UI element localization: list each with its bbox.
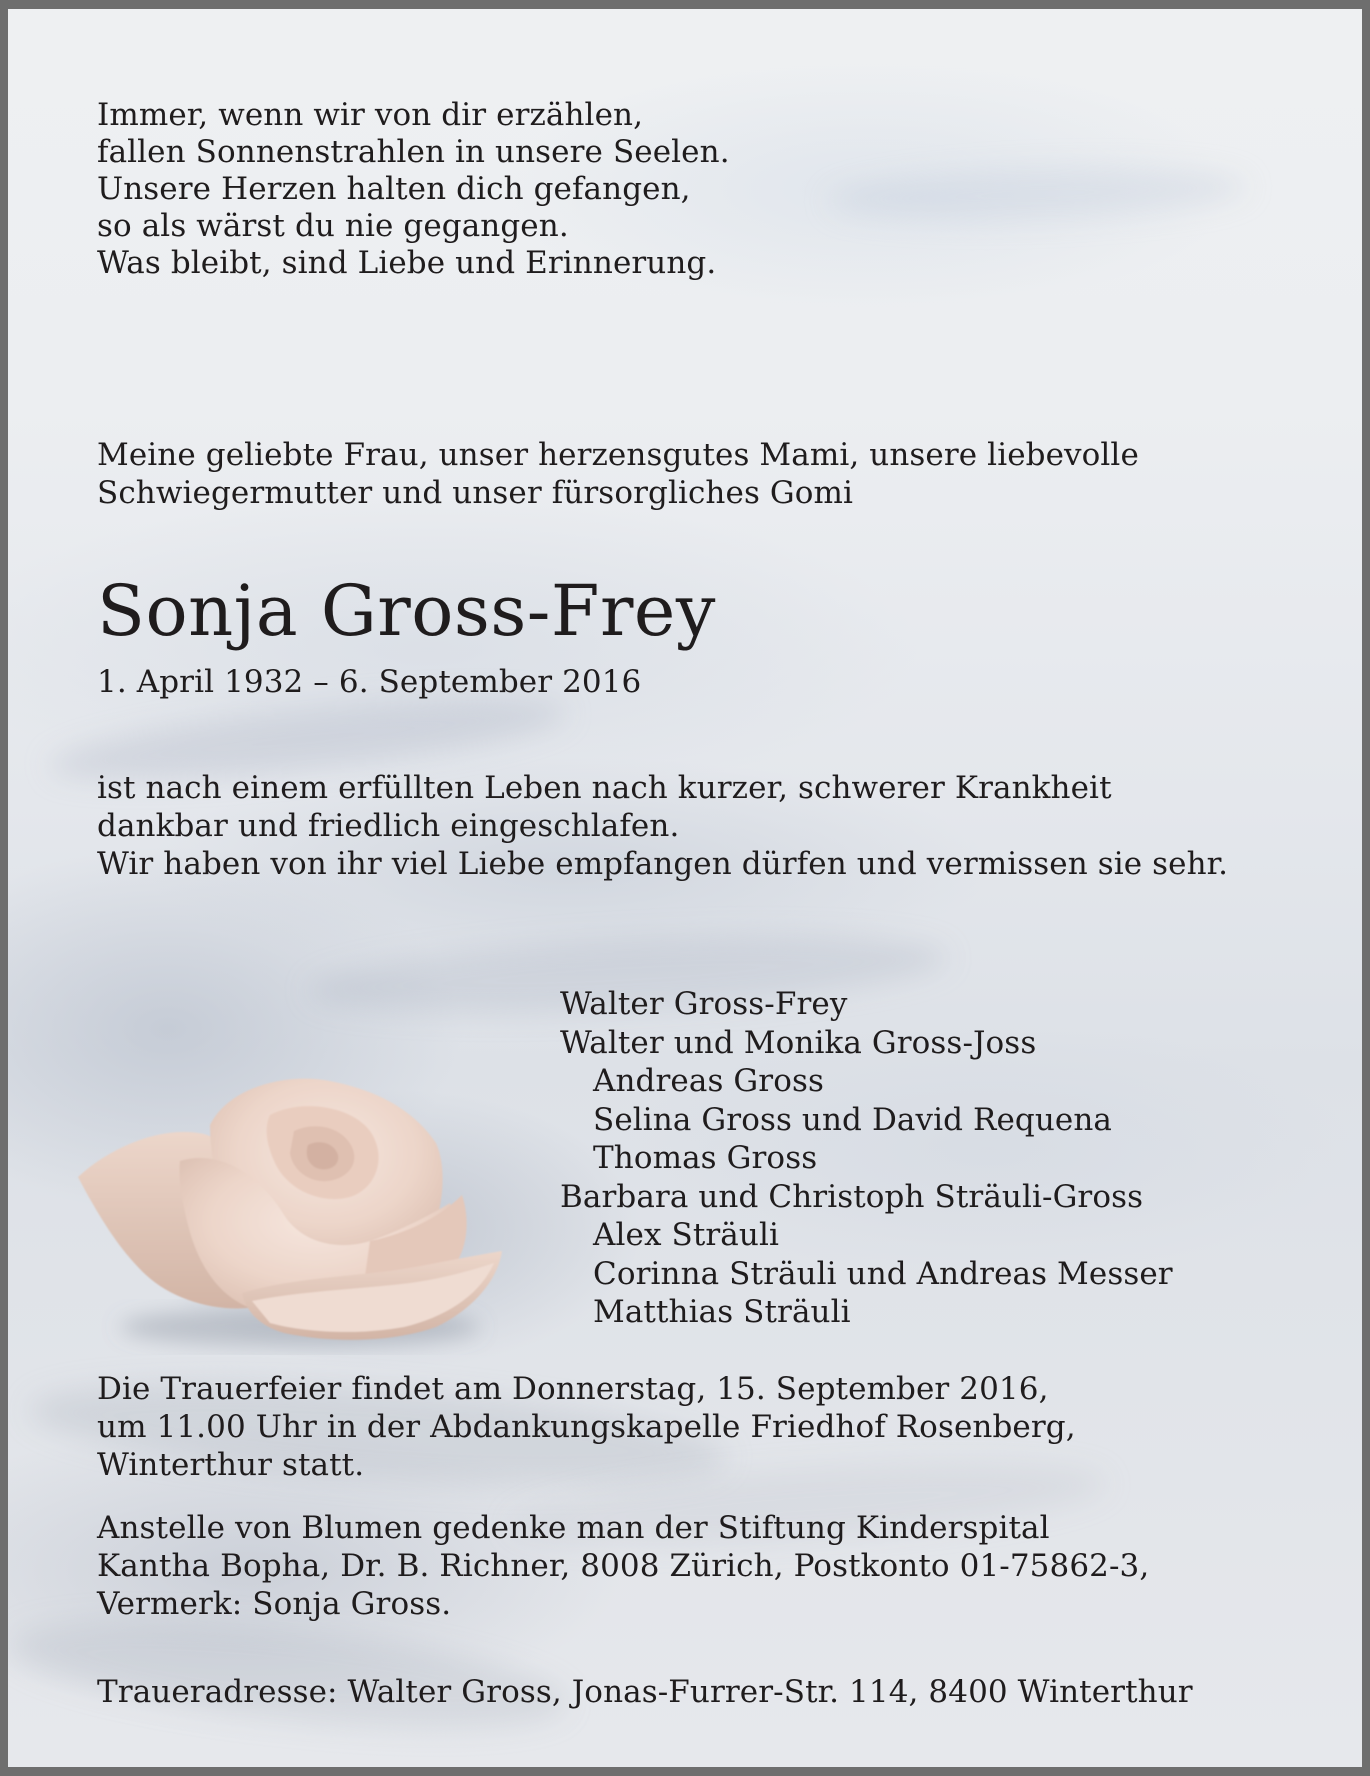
obituary-page — [8, 9, 1362, 1767]
mourner-name: Walter Gross-Frey — [560, 986, 848, 1022]
mourner-name: Walter und Monika Gross-Joss — [560, 1024, 1037, 1061]
poem-line: so als wärst du nie gegangen. — [97, 208, 569, 244]
intro-text — [97, 436, 1139, 512]
donation-info — [97, 1509, 1149, 1623]
message-line: ist nach einem erfüllten Leben nach kurzer, schwerer Krankheit — [97, 770, 1112, 806]
deceased-name: Sonja Gross-Frey — [97, 570, 716, 652]
poem-line: Unsere Herzen halten dich gefangen, — [97, 171, 691, 207]
service-line: um 11.00 Uhr in der Abdankungskapelle Friedhof Rosenberg, — [97, 1409, 1076, 1445]
mourner-name: Thomas Gross — [593, 1140, 818, 1176]
life-dates: 1. April 1932 – 6. September 2016 — [97, 664, 642, 700]
poem-line: Immer, wenn wir von dir erzählen, — [97, 97, 644, 133]
memorial-poem — [97, 97, 730, 282]
funeral-service-info — [97, 1370, 1076, 1484]
service-line: Die Trauerfeier findet am Donnerstag, 15. September 2016, — [97, 1371, 1049, 1407]
mourners-list — [560, 985, 1173, 1332]
message-line: dankbar und friedlich eingeschlafen. — [97, 808, 680, 844]
mourner-name: Andreas Gross — [593, 1063, 824, 1099]
mourner-name: Corinna Sträuli und Andreas Messer — [593, 1255, 1173, 1292]
message-line: Wir haben von ihr viel Liebe empfangen dürfen und vermissen sie sehr. — [97, 846, 1229, 882]
donation-line: Vermerk: Sonja Gross. — [97, 1586, 452, 1622]
background-wave — [827, 162, 1248, 227]
mourner-name: Barbara und Christoph Sträuli-Gross — [560, 1178, 1144, 1215]
intro-line: Meine geliebte Frau, unser herzensgutes Mami, unsere liebevolle — [97, 437, 1139, 473]
poem-line: fallen Sonnenstrahlen in unsere Seelen. — [97, 134, 730, 170]
mourner-name: Alex Sträuli — [593, 1217, 779, 1253]
death-message — [97, 769, 1228, 883]
mourner-name: Matthias Sträuli — [593, 1294, 851, 1330]
mourner-name: Selina Gross und David Requena — [593, 1101, 1113, 1138]
rose-icon — [70, 1065, 510, 1355]
poem-line: Was bleibt, sind Liebe und Erinnerung. — [97, 245, 717, 281]
donation-line: Kantha Bopha, Dr. B. Richner, 8008 Zürich, Postkonto 01-75862-3, — [97, 1548, 1150, 1584]
service-line: Winterthur statt. — [97, 1447, 365, 1483]
donation-line: Anstelle von Blumen gedenke man der Stiftung Kinderspital — [97, 1510, 1050, 1546]
intro-line: Schwiegermutter und unser fürsorgliches Gomi — [97, 475, 854, 511]
mourning-address: Traueradresse: Walter Gross, Jonas-Furrer-Str. 114, 8400 Winterthur — [97, 1674, 1193, 1710]
